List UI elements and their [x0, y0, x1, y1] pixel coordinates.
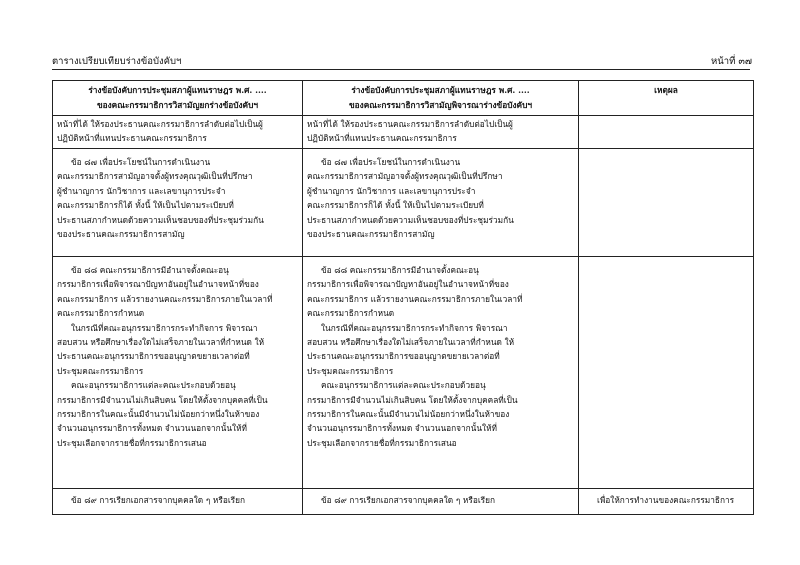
- reason-cell: [579, 257, 754, 489]
- page-header: [52, 54, 752, 68]
- original-text-cell: ข้อ ๘๙ การเรียกเอกสารจากบุคคลใด ๆ หรือเรียก: [53, 489, 303, 515]
- table-header-row: [53, 81, 754, 116]
- reason-cell: [579, 116, 754, 149]
- column-header-revised-draft: ร่างข้อบังคับการประชุมสภาผู้แทนราษฎร พ.ศ. .... ของคณะกรรมาธิการวิสามัญพิจารณาร่างข้อบังคับฯ: [303, 81, 579, 116]
- revised-text-cell: หน้าที่ได้ ให้รองประธานคณะกรรมาธิการลำดับต่อไปเป็นผู้ ปฏิบัติหน้าที่แทนประธานคณะกรรมาธิการ: [303, 116, 579, 149]
- table-row: [53, 149, 754, 257]
- original-text-cell: หน้าที่ได้ ให้รองประธานคณะกรรมาธิการลำดับต่อไปเป็นผู้ ปฏิบัติหน้าที่แทนประธานคณะกรรมาธิการ: [53, 116, 303, 149]
- reason-cell: เพื่อให้การทำงานของคณะกรรมาธิการ: [579, 489, 754, 515]
- header-divider: [52, 69, 750, 70]
- table-row: [53, 116, 754, 149]
- column-header-reason: เหตุผล: [579, 81, 754, 116]
- column-header-original-draft: ร่างข้อบังคับการประชุมสภาผู้แทนราษฎร พ.ศ. .... ของคณะกรรมาธิการวิสามัญยกร่างข้อบังคับฯ: [53, 81, 303, 116]
- original-text-cell: ข้อ ๘๗ เพื่อประโยชน์ในการดำเนินงาน คณะกรรมาธิการสามัญอาจตั้งผู้ทรงคุณวุฒิเป็นที่ปรึกษา ผู้ชำนาญการ นักวิชาการ และเลขานุการประจำ คณะกรรมาธิการก็ได้ ทั้งนี้ ให้เป็นไปตามระเบียบที่ ประธานสภากำหนดด้วยความเห็นชอบของที่ประชุมร่วมกัน ของประธานคณะกรรมาธิการสามัญ: [53, 149, 303, 257]
- page-number: หน้าที่ ๓๗: [710, 56, 752, 67]
- table-row: [53, 489, 754, 515]
- revised-text-cell: ข้อ ๘๗ เพื่อประโยชน์ในการดำเนินงาน คณะกรรมาธิการสามัญอาจตั้งผู้ทรงคุณวุฒิเป็นที่ปรึกษา ผู้ชำนาญการ นักวิชาการ และเลขานุการประจำ คณะกรรมาธิการก็ได้ ทั้งนี้ ให้เป็นไปตามระเบียบที่ ประธานสภากำหนดด้วยความเห็นชอบของที่ประชุมร่วมกัน ของประธานคณะกรรมาธิการสามัญ: [303, 149, 579, 257]
- revised-text-cell: ข้อ ๘๙ การเรียกเอกสารจากบุคคลใด ๆ หรือเรียก: [303, 489, 579, 515]
- reason-cell: [579, 149, 754, 257]
- document-title: ตารางเปรียบเทียบร่างข้อบังคับฯ: [52, 56, 182, 67]
- revised-text-cell: ข้อ ๘๘ คณะกรรมาธิการมีอำนาจตั้งคณะอนุ กรรมาธิการเพื่อพิจารณาปัญหาอันอยู่ในอำนาจหน้าที่ของ คณะกรรมาธิการ แล้วรายงานคณะกรรมาธิการภายในเวลาที่ คณะกรรมาธิการกำหนด ในกรณีที่คณะอนุกรรมาธิการกระทำกิจการ พิจารณา สอบสวน หรือศึกษาเรื่องใดไม่เสร็จภายในเวลาที่กำหนด ให้ ประธานคณะอนุกรรมาธิการขออนุญาตขยายเวลาต่อที่ ประชุมคณะกรรมาธิการ คณะอนุกรรมาธิการแต่ละคณะประกอบด้วยอนุ กรรมาธิการมีจำนวนไม่เกินสิบคน โดยให้ตั้งจากบุคคลที่เป็น กรรมาธิการในคณะนั้นมีจำนวนไม่น้อยกว่าหนึ่งในห้าของ จำนวนอนุกรรมาธิการทั้งหมด จำนวนนอกจากนั้นให้ที่ ประชุมเลือกจากรายชื่อที่กรรมาธิการเสนอ: [303, 257, 579, 489]
- original-text-cell: ข้อ ๘๘ คณะกรรมาธิการมีอำนาจตั้งคณะอนุ กรรมาธิการเพื่อพิจารณาปัญหาอันอยู่ในอำนาจหน้าที่ของ คณะกรรมาธิการ แล้วรายงานคณะกรรมาธิการภายในเวลาที่ คณะกรรมาธิการกำหนด ในกรณีที่คณะอนุกรรมาธิการกระทำกิจการ พิจารณา สอบสวน หรือศึกษาเรื่องใดไม่เสร็จภายในเวลาที่กำหนด ให้ ประธานคณะอนุกรรมาธิการขออนุญาตขยายเวลาต่อที่ ประชุมคณะกรรมาธิการ คณะอนุกรรมาธิการแต่ละคณะประกอบด้วยอนุ กรรมาธิการมีจำนวนไม่เกินสิบคน โดยให้ตั้งจากบุคคลที่เป็น กรรมาธิการในคณะนั้นมีจำนวนไม่น้อยกว่าหนึ่งในห้าของ จำนวนอนุกรรมาธิการทั้งหมด จำนวนนอกจากนั้นให้ที่ ประชุมเลือกจากรายชื่อที่กรรมาธิการเสนอ: [53, 257, 303, 489]
- comparison-table: [52, 80, 754, 515]
- table-row: [53, 257, 754, 489]
